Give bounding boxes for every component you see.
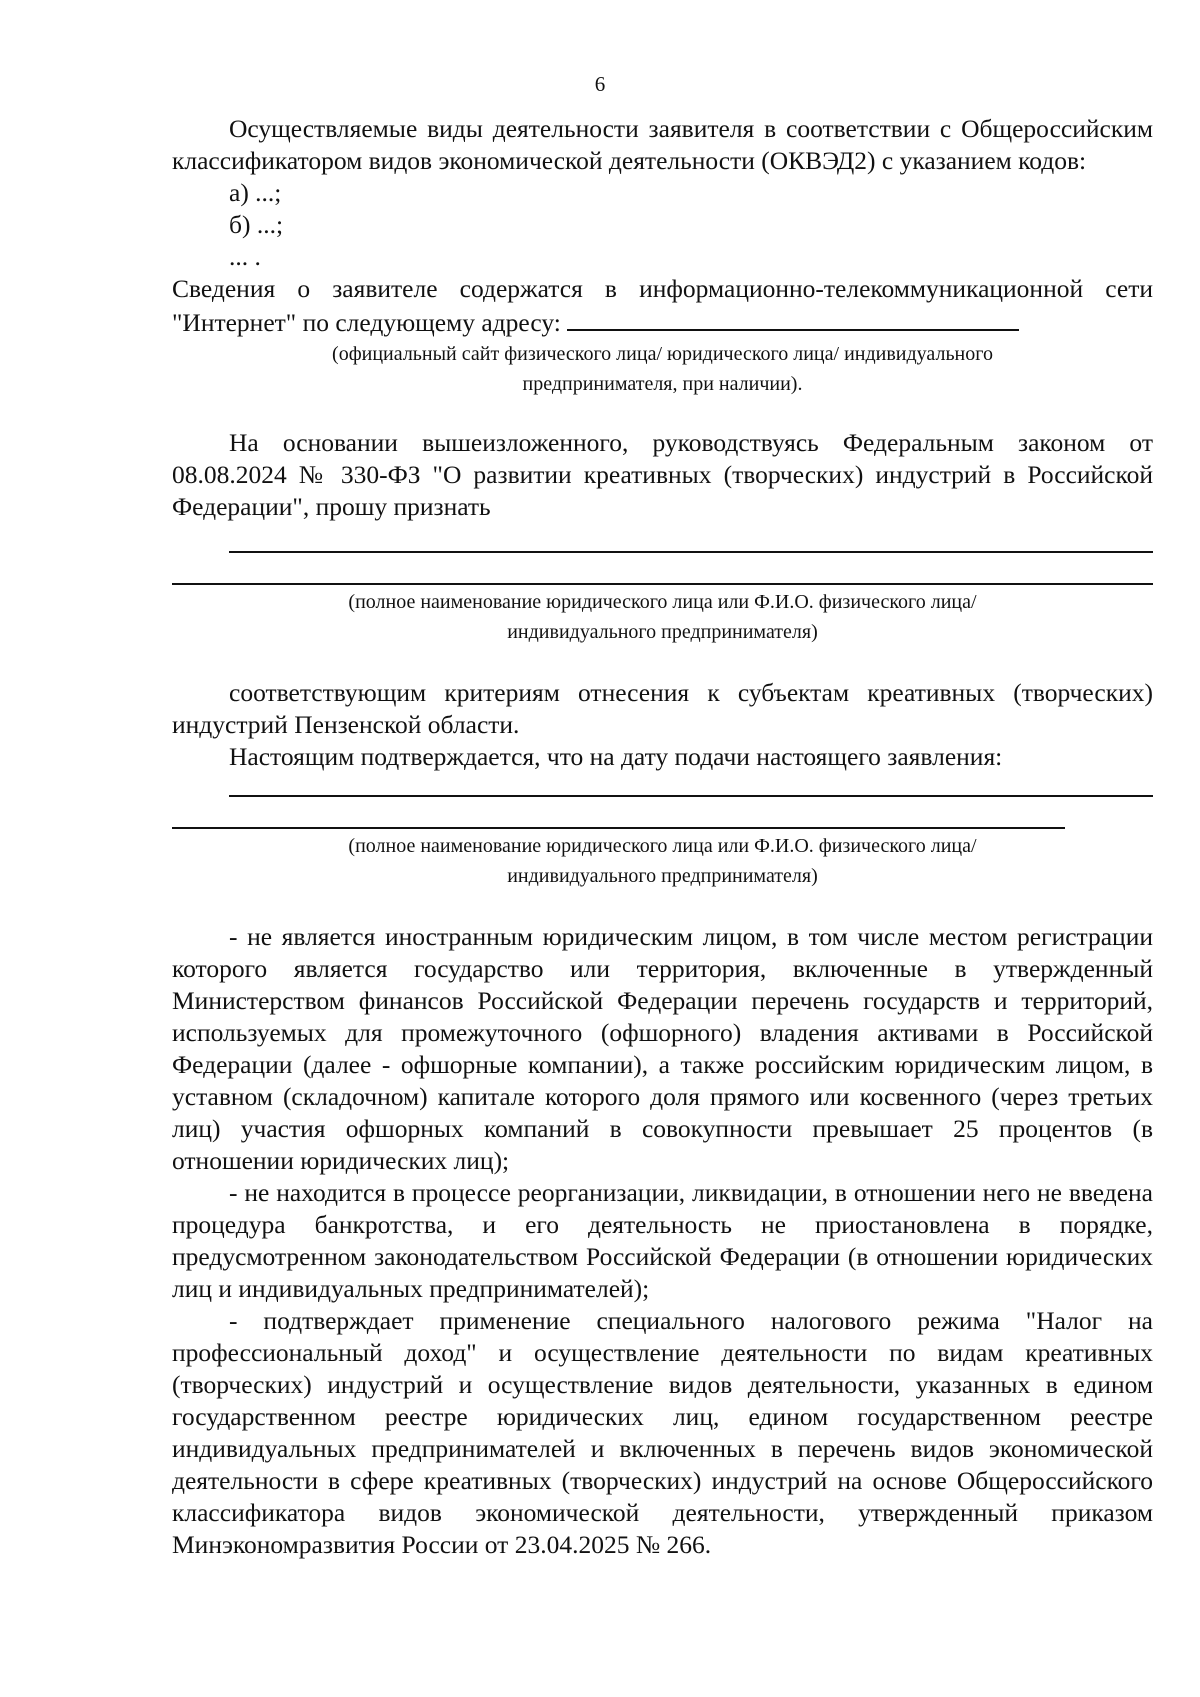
- website-text: Сведения о заявителе содержатся в информационно-телекоммуникационной сети "Интернет" по следующему адресу:: [172, 274, 1153, 337]
- condition-offshore: - не является иностранным юридическим лицом, в том числе местом регистрации которого является государство или территория, включенные в утвержденный Министерством финансов Российской Федерации перечень государств и территорий, используемых для промежуточного (офшорного) владения активами в Российской Федерации (далее - офшорные компании), а также российским юридическим лицом, в уставном (складочном) капитале которого доля прямого или косвенного (через третьих лиц) участия офшорных компаний в совокупности превышает 25 процентов (в отношении юридических лиц);: [172, 922, 1153, 1175]
- website-caption-1: (официальный сайт физического лица/ юридического лица/ индивидуального: [332, 343, 993, 365]
- condition-tax-regime: - подтверждает применение специального налогового режима "Налог на профессиональный доход" и осуществление деятельности по видам креативных (творческих) индустрий и осуществление видов деятельности, указанных в едином государственном реестре юридических лиц, едином государственном реестре индивидуальных предпринимателей и включенных в перечень видов экономической деятельности в сфере креативных (творческих) индустрий на основе Общероссийского классификатора видов экономической деятельности, утвержденный приказом Минэкономразвития России от 23.04.2025 № 266.: [172, 1306, 1153, 1559]
- confirm-name-line-1: [229, 773, 1153, 797]
- activities-item-more: ... .: [229, 242, 261, 271]
- criteria-paragraph: соответствующим критериям отнесения к субъектам креативных (творческих) индустрий Пензенской области.: [172, 678, 1153, 739]
- document-body: [172, 113, 1153, 1561]
- website-blank-line: [567, 305, 1019, 331]
- confirm-paragraph: Настоящим подтверждается, что на дату подачи настоящего заявления:: [229, 742, 1003, 771]
- applicant-name-line-1: [229, 529, 1153, 553]
- activities-paragraph: Осуществляемые виды деятельности заявителя в соответствии с Общероссийским классификатором видов экономической деятельности (ОКВЭД2) с указанием кодов:: [172, 114, 1153, 175]
- request-caption-1: (полное наименование юридического лица или Ф.И.О. физического лица/: [348, 591, 977, 613]
- applicant-name-line-2: [172, 561, 1153, 585]
- condition-reorganization: - не находится в процессе реорганизации, ликвидации, в отношении него не введена процедура банкротства, и его деятельность не приостановлена в порядке, предусмотренном законодательством Российской Федерации (в отношении юридических лиц и индивидуальных предпринимателей);: [172, 1178, 1153, 1303]
- page-number: 6: [594, 72, 606, 96]
- website-paragraph: [172, 273, 1153, 339]
- confirm-name-line-2: [172, 805, 1065, 829]
- website-caption-2: предпринимателя, при наличии).: [522, 373, 803, 395]
- activities-item-a: а) ...;: [229, 178, 282, 207]
- confirm-caption-2: индивидуального предпринимателя): [507, 865, 818, 887]
- request-paragraph: На основании вышеизложенного, руководствуясь Федеральным законом от 08.08.2024 № 330-ФЗ "О развитии креативных (творческих) индустрий в Российской Федерации", прошу признать: [172, 428, 1153, 521]
- activities-item-b: б) ...;: [229, 210, 284, 239]
- confirm-caption-1: (полное наименование юридического лица или Ф.И.О. физического лица/: [348, 835, 977, 857]
- request-caption-2: индивидуального предпринимателя): [507, 621, 818, 643]
